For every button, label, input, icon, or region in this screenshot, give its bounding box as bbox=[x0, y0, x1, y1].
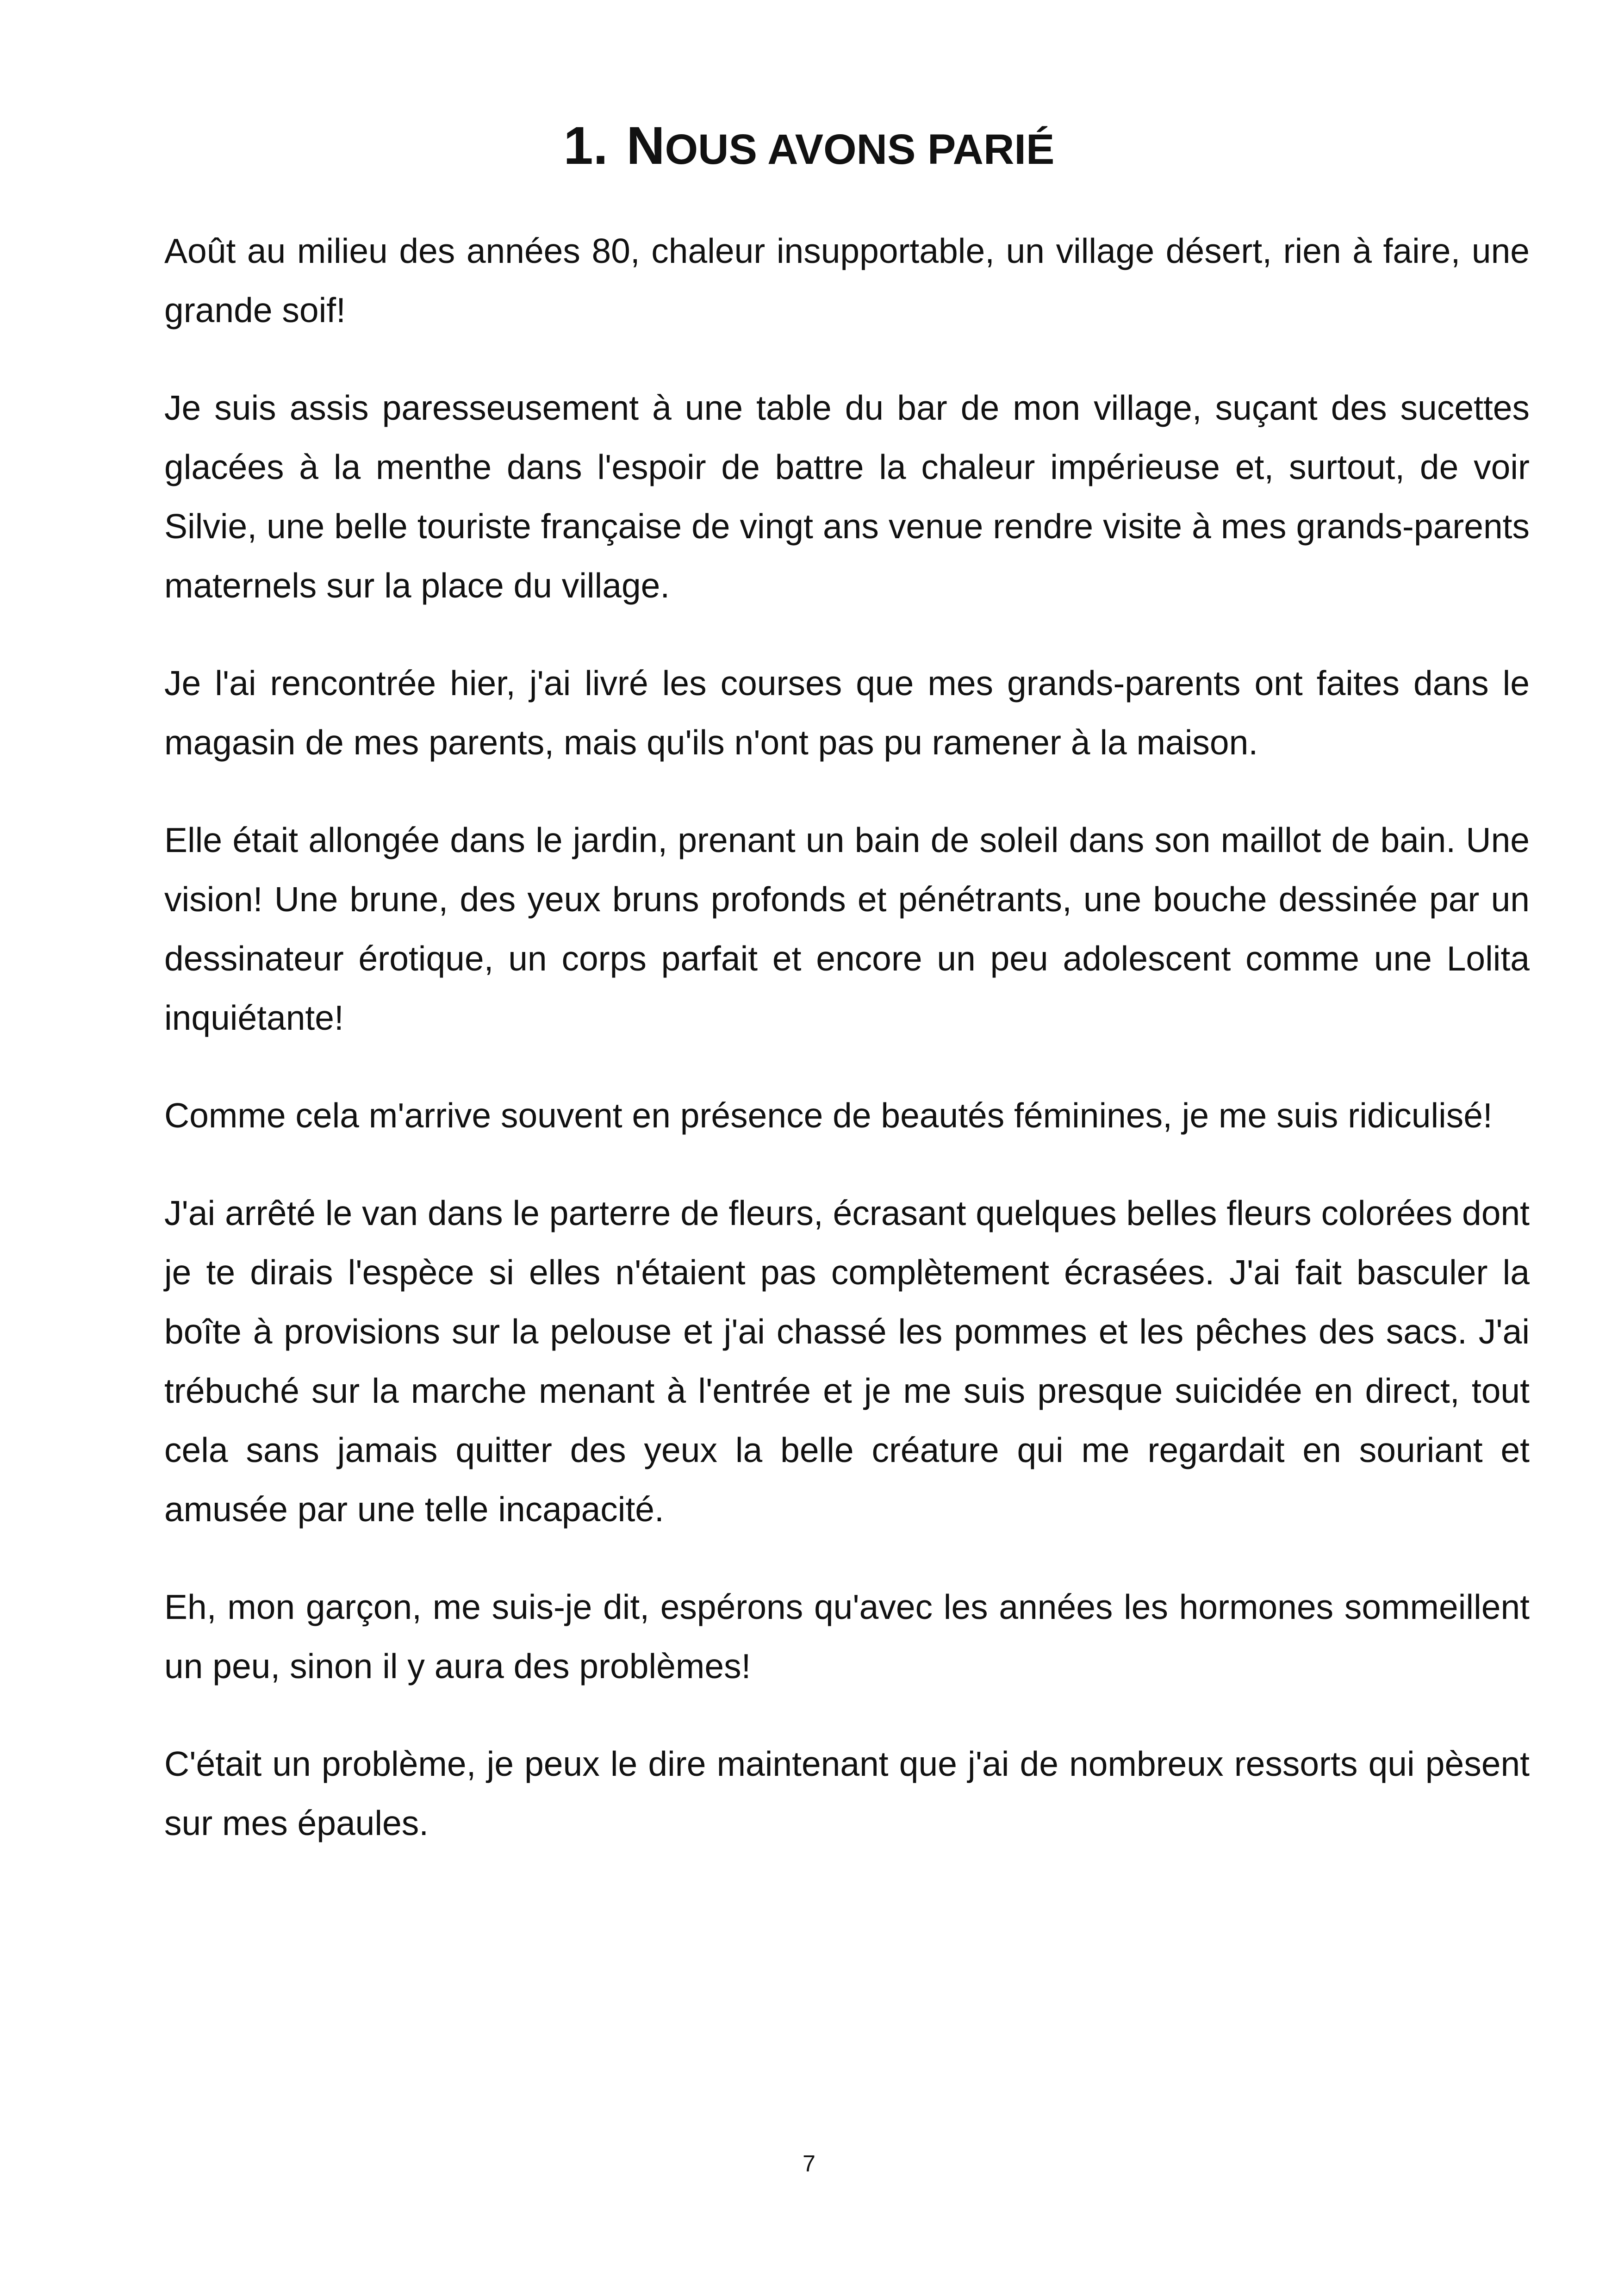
paragraph: Je suis assis paresseusement à une table du bar de mon village, suçant des sucettes glacées à la menthe dans l'espoir de battre la chaleur impérieuse et, surtout, de voir Silvie, une belle touriste française de vingt ans venue rendre visite à mes grands-parents maternels sur la place du village. bbox=[164, 388, 1530, 605]
chapter-title-initial: N bbox=[626, 116, 665, 175]
chapter-title bbox=[0, 111, 1618, 184]
paragraph: C'était un problème, je peux le dire maintenant que j'ai de nombreux ressorts qui pèsent sur mes épaules. bbox=[164, 1744, 1530, 1842]
paragraph: Elle était allongée dans le jardin, prenant un bain de soleil dans son maillot de bain. Une vision! Une brune, des yeux bruns profonds et pénétrants, une bouche dessinée par un dessinateur érotique, un corps parfait et encore un peu adolescent comme une Lolita inquiétante! bbox=[164, 821, 1530, 1037]
chapter-number: 1. bbox=[563, 116, 608, 175]
page-number: 7 bbox=[803, 2151, 815, 2177]
paragraph: Eh, mon garçon, me suis-je dit, espérons qu'avec les années les hormones sommeillent un peu, sinon il y aura des problèmes! bbox=[164, 1587, 1530, 1686]
paragraph: Août au milieu des années 80, chaleur insupportable, un village désert, rien à faire, une grande soif! bbox=[164, 231, 1530, 330]
paragraph: Comme cela m'arrive souvent en présence de beautés féminines, je me suis ridiculisé! bbox=[164, 1096, 1493, 1135]
chapter-title-rest: OUS AVONS PARIÉ bbox=[665, 126, 1055, 173]
paragraph: Je l'ai rencontrée hier, j'ai livré les courses que mes grands-parents ont faites dans le magasin de mes parents, mais qu'ils n'ont pas pu ramener à la maison. bbox=[164, 664, 1530, 762]
body-text bbox=[164, 221, 1530, 1891]
paragraph: J'ai arrêté le van dans le parterre de fleurs, écrasant quelques belles fleurs colorées dont je te dirais l'espèce si elles n'étaient pas complètement écrasées. J'ai fait basculer la boîte à provisions sur la pelouse et j'ai chassé les pommes et les pêches des sacs. J'ai trébuché sur la marche menant à l'entrée et je me suis presque suicidée en direct, tout cela sans jamais quitter des yeux la belle créature qui me regardait en souriant et amusée par une telle incapacité. bbox=[164, 1194, 1530, 1529]
